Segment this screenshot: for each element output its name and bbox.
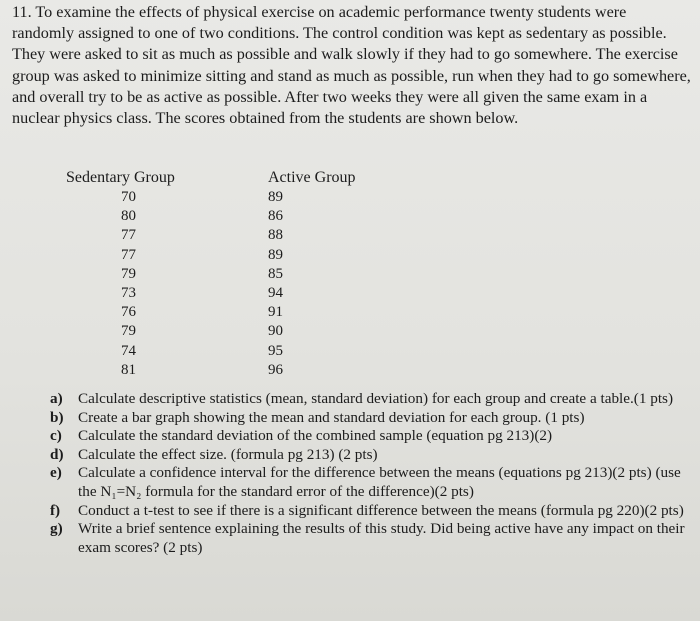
sedentary-score: 79: [121, 265, 136, 282]
active-score: 89: [268, 246, 283, 263]
question-letter: e): [50, 464, 62, 482]
question-item: [50, 520, 690, 557]
question-letter: f): [50, 501, 61, 519]
question-text: Calculate descriptive statistics (mean, standard deviation) for each group and create a table.(1 pts): [78, 390, 674, 407]
question-text: Create a bar graph showing the mean and standard deviation for each group. (1 pts): [78, 408, 585, 426]
problem-statement: 11. To examine the effects of physical exercise on academic performance twenty students were randomly assigned to one of two conditions. The control condition was kept as sedentary as possible. They were asked to sit as much as possible and walk slowly if they had to go somewhere. The exercise group was asked to minimize sitting and stand as much as possible, run when they had to go somewhere, and overall try to be as active as possible. After two weeks they were all given the same exam in a nuclear physics class. The scores obtained from the students are shown below.: [12, 3, 691, 128]
active-column: [262, 168, 362, 380]
active-score: 89: [268, 189, 283, 205]
question-letter: g): [50, 520, 63, 538]
sedentary-score: 76: [121, 304, 136, 321]
question-item: [50, 390, 690, 409]
question-letter: d): [50, 445, 64, 463]
sedentary-score: 80: [121, 208, 136, 225]
sedentary-score: 81: [121, 361, 136, 378]
question-text: Conduct a t-test to see if there is a significant difference between the means (formula pg 220)(2 pts): [78, 501, 684, 519]
sedentary-score: 73: [121, 285, 136, 302]
question-text: Calculate the effect size. (formula pg 213) (2 pts): [78, 445, 378, 463]
sedentary-score: 74: [121, 342, 136, 359]
sedentary-score: 79: [121, 323, 136, 340]
sedentary-score: 77: [121, 227, 136, 244]
sedentary-column: [66, 168, 186, 380]
active-score: 94: [268, 285, 283, 302]
question-item: [50, 446, 690, 465]
question-list: [50, 390, 690, 557]
sedentary-score: 77: [121, 246, 136, 263]
question-item: [50, 464, 690, 501]
question-text: Calculate the standard deviation of the combined sample (equation pg 213)(2): [78, 427, 553, 445]
active-score: 96: [268, 361, 283, 378]
active-score: 91: [268, 304, 283, 321]
active-score: 90: [268, 323, 283, 340]
active-score: 86: [268, 208, 283, 225]
sedentary-header: Sedentary Group: [66, 169, 175, 186]
active-header: Active Group: [268, 169, 356, 186]
question-item: [50, 409, 690, 428]
question-text: Write a brief sentence explaining the results of this study. Did being active have any impact on their exam scores? (2 pts): [78, 520, 685, 556]
question-letter: a): [50, 390, 63, 407]
question-letter: c): [50, 427, 62, 445]
question-text: Calculate a confidence interval for the difference between the means (equations pg 213)(2 pts) (use the N₁=N₂ formula for the standard error of the difference)(2 pts): [78, 464, 681, 500]
question-item: [50, 502, 690, 521]
active-score: 88: [268, 227, 283, 244]
sedentary-score: 70: [121, 189, 136, 205]
active-score: 95: [268, 342, 283, 359]
active-score: 85: [268, 265, 283, 282]
question-letter: b): [50, 408, 64, 426]
question-item: [50, 427, 690, 446]
